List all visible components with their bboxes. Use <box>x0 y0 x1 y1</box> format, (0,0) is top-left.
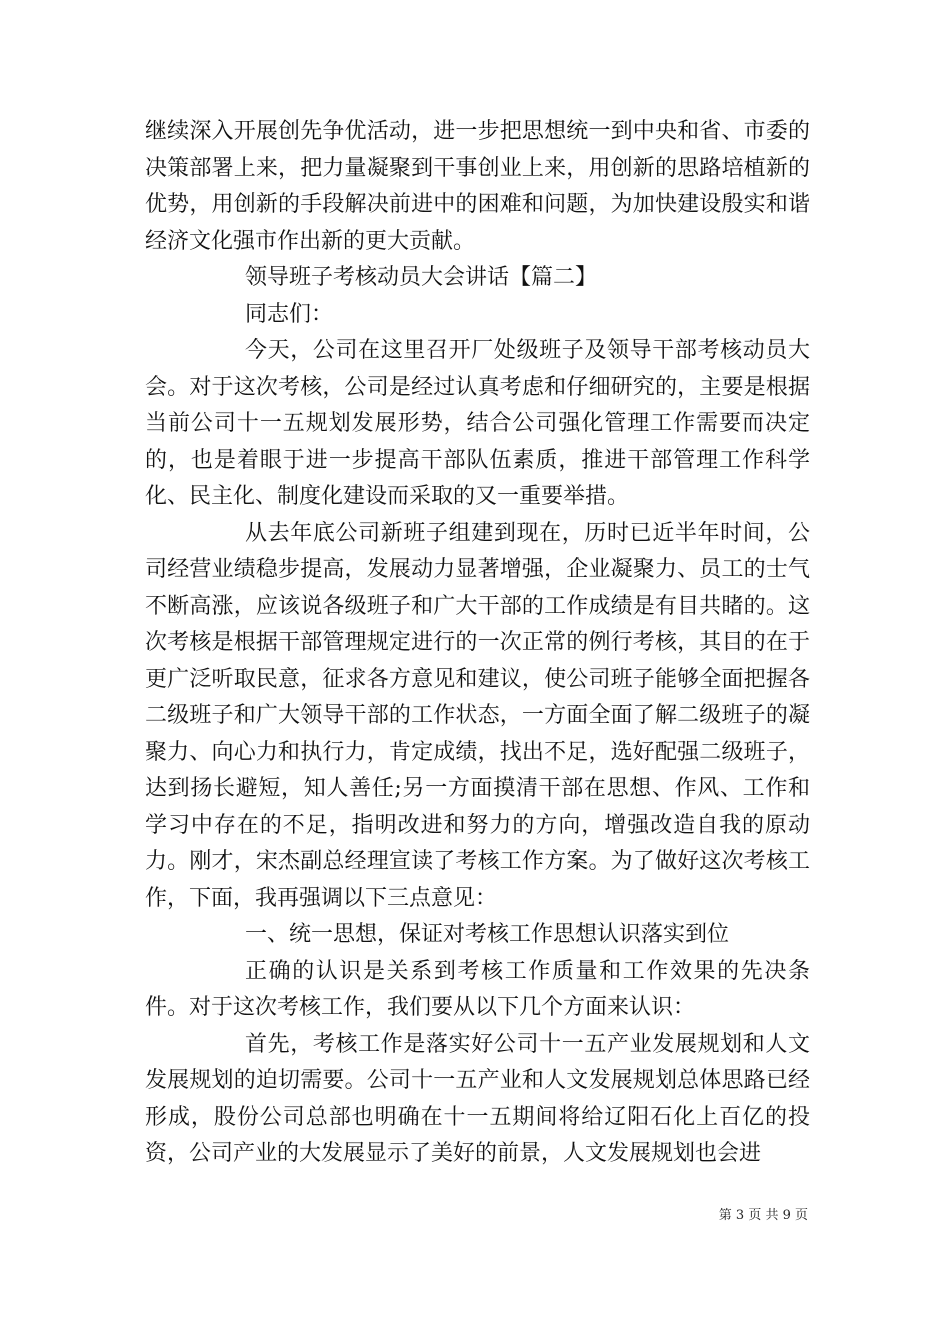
salutation: 同志们： <box>245 301 334 327</box>
paragraph-4: 今天，公司在这里召开厂处级班子及领导干部考核动员大会。对于这次考核，公司是经过认真考虑和仔细研究的，主要是根据当前公司十一五规划发展形势，结合公司强化管理工作需要而决定的，也是着眼于进一步提高干部队伍素质，推进干部管理工作科学化、民主化、制度化建设而采取的又一重要举措。 <box>145 338 810 509</box>
page-number: 第 3 页 共 9 页 <box>718 1208 808 1223</box>
paragraph-7: 正确的认识是关系到考核工作质量和工作效果的先决条件。对于这次考核工作，我们要从以下几个方面来认识： <box>145 958 810 1020</box>
paragraph-8: 首先，考核工作是落实好公司十一五产业发展规划和人文发展规划的迫切需要。公司十一五产业和人文发展规划总体思路已经形成，股份公司总部也明确在十一五期间将给辽阳石化上百亿的投资，公司产业的大发展显示了美好的前景，人文发展规划也会进 <box>145 1031 810 1166</box>
section-heading: 领导班子考核动员大会讲话【篇二】 <box>245 265 598 290</box>
subheading-1: 一、统一思想，保证对考核工作思想认识落实到位 <box>245 922 730 947</box>
paragraph-1: 继续深入开展创先争优活动，进一步把思想统一到中央和省、市委的决策部署上来，把力量凝聚到干事创业上来，用创新的思路培植新的优势，用创新的手段解决前进中的困难和问题，为加快建设殷实和谐经济文化强市作出新的更大贡献。 <box>145 119 810 254</box>
paragraph-5: 从去年底公司新班子组建到现在，历时已近半年时间，公司经营业绩稳步提高，发展动力显著增强，企业凝聚力、员工的士气不断高涨，应该说各级班子和广大干部的工作成绩是有目共睹的。这次考核是根据干部管理规定进行的一次正常的例行考核，其目的在于更广泛听取民意，征求各方意见和建议，使公司班子能够全面把握各二级班子和广大领导干部的工作状态，一方面全面了解二级班子的凝聚力、向心力和执行力，肯定成绩，找出不足，选好配强二级班子，达到扬长避短，知人善任;另一方面摸清干部在思想、作风、工作和学习中存在的不足，指明改进和努力的方向，增强改造自我的原动力。刚才，宋杰副总经理宣读了考核工作方案。为了做好这次考核工作，下面，我再强调以下三点意见： <box>145 520 810 911</box>
document-body <box>145 114 810 1173</box>
